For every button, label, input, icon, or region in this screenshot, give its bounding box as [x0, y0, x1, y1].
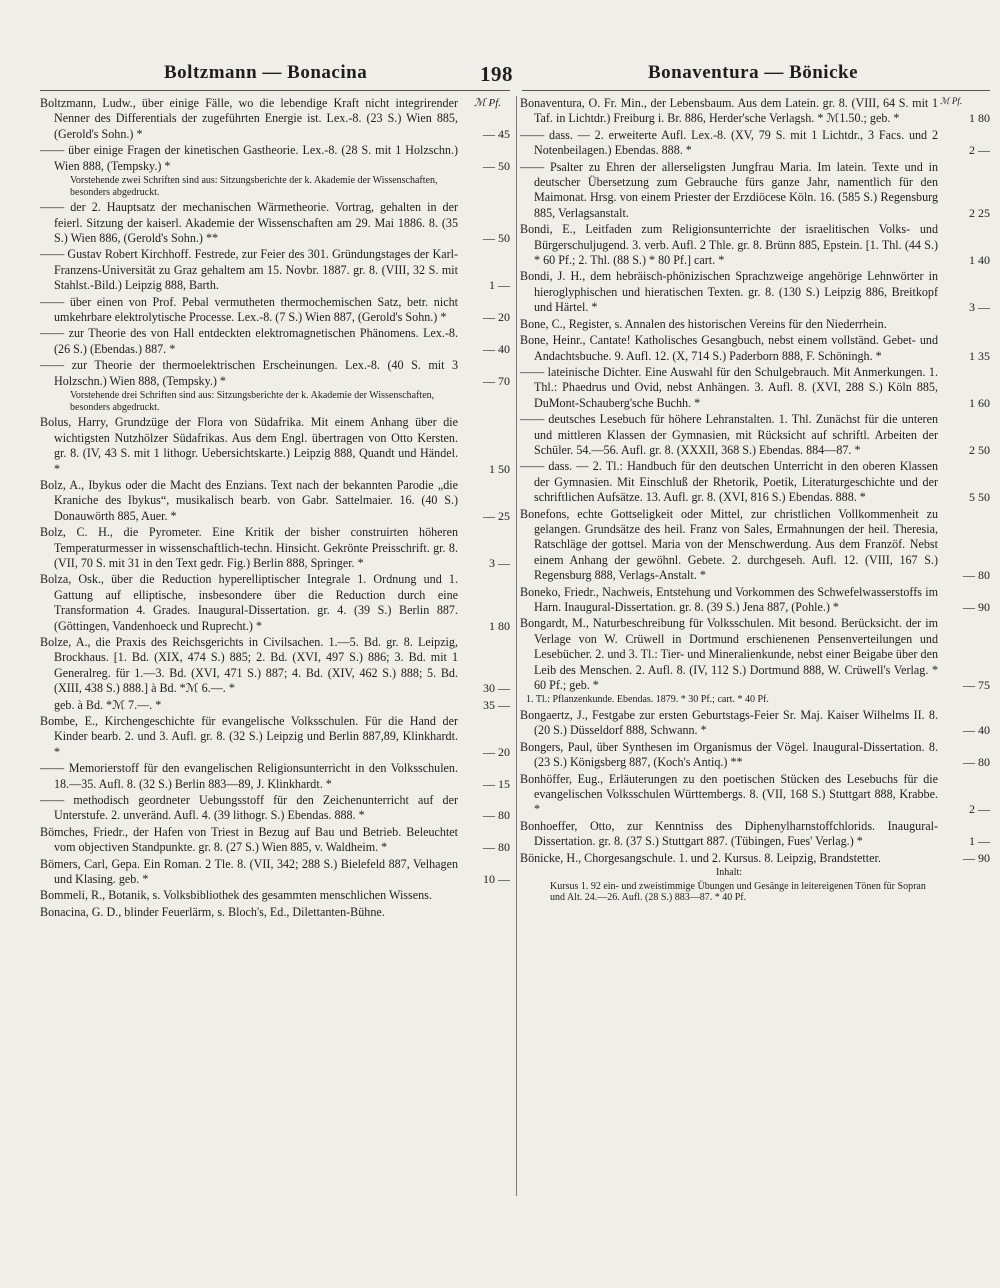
catalog-entry	[40, 857, 510, 888]
entry-text: Bongers, Paul, über Synthesen im Organismus der Vögel. Inaugural-Dissertation. 8. (23 S.) Königsberg 887, (Koch's Antiq.) **	[520, 739, 938, 770]
entry-price: — 75	[963, 678, 990, 693]
entry-text: Bondi, E., Leitfaden zum Religionsunterrichte der israelitischen Volks- und Bürgerschuljugend. 3. verb. Aufl. 2 Thle. gr. 8. Brünn 885, Epstein. [1. Thl. (44 S.) * 60 Pf.; 2. Thl. (88 S.) * 80 Pf.] cart. *	[520, 222, 938, 268]
entry-price: — 80	[483, 840, 510, 855]
entry-text: Bömers, Carl, Gepa. Ein Roman. 2 Tle. 8. (VII, 342; 288 S.) Bielefeld 887, Velhagen und Klasing. geb. *	[40, 856, 458, 887]
running-head-left: Boltzmann — Bonacina	[164, 62, 368, 83]
entry-price: 1 80	[969, 111, 990, 126]
entry-text: —— über einen von Prof. Pebal vermutheten thermochemischen Satz, betr. nicht umkehrbare elektrolytische Processe. Lex.-8. (7 S.) Wien 887, (Gerold's Sohn.) *	[40, 294, 458, 325]
entry-note: Inhalt:	[715, 867, 743, 879]
catalog-entry	[40, 326, 510, 357]
catalog-entry	[40, 143, 510, 174]
page-number: 198	[480, 62, 513, 86]
entry-price: — 90	[963, 850, 990, 865]
catalog-entry	[520, 851, 990, 866]
entry-text: —— Gustav Robert Kirchhoff. Festrede, zur Feier des 301. Gründungstages der Karl-Franzens-Universität zu Graz gehaltem am 15. Novbr. 1887. gr. 8. (VIII, 32 S. mit Stahlst.-Bild.) Leipzig 888, Barth.	[40, 247, 458, 293]
entry-text: Boneko, Friedr., Nachweis, Entstehung und Vorkommen des Schwefelwasserstoffs im Harn. Inaugural-Dissertation. gr. 8. (39 S.) Jena 887, (Pohle.) *	[520, 584, 938, 614]
entry-text: Bonacina, G. D., blinder Feuerlärm, s. Bloch's, Ed., Dilettanten-Bühne.	[40, 904, 385, 919]
entry-price: 1 40	[969, 253, 990, 268]
entry-text: Bolz, C. H., die Pyrometer. Eine Kritik der bisher construirten höheren Temperaturmesser in wissenschaftlich-techn. Hinsicht. Gekrönte Preisschrift. gr. 8. (VII, 70 S. mit 31 in den Text gedr. Fig.) Berlin 888, Springer. *	[40, 525, 458, 570]
running-head-right: Bonaventura — Bönicke	[648, 62, 859, 83]
entry-price: 1 50	[489, 461, 510, 476]
entry-note: 1. Tl.: Pflanzenkunde. Ebendas. 1879. * 30 Pf.; cart. * 40 Pf.	[526, 694, 769, 706]
entry-price: — 25	[483, 508, 510, 523]
catalog-entry	[40, 888, 510, 903]
catalog-entry	[520, 222, 990, 268]
entry-price: — 40	[483, 341, 510, 356]
entry-text: —— über einige Fragen der kinetischen Gastheorie. Lex.-8. (28 S. mit 1 Holzschn.) Wien 888, (Tempsky.) *	[40, 143, 458, 173]
entry-price: 1 —	[489, 278, 510, 293]
entry-text: —— Memorierstoff für den evangelischen Religionsunterricht in den Volksschulen. 18.—35. Aufl. 8. (32 S.) Berlin 883—89, J. Klinkhardt. *	[40, 761, 458, 791]
catalog-entry	[520, 160, 990, 222]
entry-note: Vorstehende drei Schriften sind aus: Sitzungsberichte der k. Akademie der Wissenschaften, besonders abgedruckt.	[70, 390, 435, 413]
entry-price: — 70	[483, 373, 510, 388]
entry-price: — 45	[483, 126, 510, 141]
catalog-entry	[520, 772, 990, 818]
entry-price: — 50	[483, 158, 510, 173]
entry-price: — 20	[483, 744, 510, 759]
catalog-entry	[40, 247, 510, 293]
entry-text: —— dass. — 2. erweiterte Aufl. Lex.-8. (XV, 79 S. mit 1 Lichtdr., 3 Facs. und 2 Notenbeilagen.) Ebendas. 888. *	[520, 127, 938, 158]
catalog-entry	[520, 740, 990, 771]
entry-price: 2 50	[969, 442, 990, 457]
entry-text: Bömches, Friedr., der Hafen von Triest in Bezug auf Bau und Betrieb. Beleuchtet vom objectiven Standpunkte. gr. 8. (27 S.) Wien 885, v. Waldheim. *	[40, 824, 458, 855]
catalog-entry	[40, 295, 510, 326]
catalog-entry	[40, 200, 510, 246]
entry-text: —— der 2. Hauptsatz der mechanischen Wärmetheorie. Vortrag, gehalten in der feierl. Sitzung der kaiserl. Akademie der Wissenschaften am 29. Mai 1886. 8. (35 S.) Wien 886, (Gerold's Sohn.) **	[40, 200, 458, 246]
entry-price: 3 —	[969, 300, 990, 315]
entry-price: — 15	[483, 776, 510, 791]
entry-price: — 50	[483, 231, 510, 246]
entry-text: —— zur Theorie des von Hall entdeckten elektromagnetischen Phänomens. Lex.-8. (26 S.) (Ebendas.) 887. *	[40, 326, 458, 356]
column-divider	[516, 96, 517, 1196]
entry-text: Bone, Heinr., Cantate! Katholisches Gesangbuch, nebst einem vollständ. Gebet- und Andachtsbuche. 9. Aufl. 12. (X, 714 S.) Paderborn 888, F. Schöningh. *	[520, 333, 938, 363]
entry-text: Bonhoeffer, Otto, zur Kenntniss des Diphenylharnstoffchlorids. Inaugural-Dissertation. gr. 8. (37 S.) Stuttgart 887. (Tübingen, Fues' Verlag.) *	[520, 818, 938, 849]
entry-text: —— deutsches Lesebuch für höhere Lehranstalten. 1. Thl. Zunächst für die unteren und mittleren Klassen der Gymnasien, mit Rücksicht auf schriftl. Arbeiten der Schüler. 54.—56. Aufl. gr. 8. (XXXII, 368 S.) Ebendas. 884—87. *	[520, 412, 938, 457]
catalog-entry	[40, 358, 510, 389]
catalog-entry	[40, 698, 510, 713]
entry-text: Bongaertz, J., Festgabe zur ersten Geburtstags-Feier Sr. Maj. Kaiser Wilhelms II. 8. (20 S.) Düsseldorf 888, Schwann. *	[520, 708, 938, 738]
catalog-entry	[520, 269, 990, 315]
left-column	[40, 96, 510, 921]
entry-price: — 80	[963, 568, 990, 583]
entry-text: —— Psalter zu Ehren der allerseligsten Jungfrau Maria. Im latein. Texte und in deutscher Übersetzung zum Gebrauche fürs ganze Jahr, namentlich für den Maimonat. Hrsg. von einem Priester der Erzdiöcese Köln. 16. (585 S.) Regensburg 885, Verlagsanstalt.	[520, 159, 938, 220]
catalog-entry	[40, 96, 510, 142]
catalog-entry	[520, 333, 990, 364]
entry-price: — 90	[963, 600, 990, 614]
entry-price: 2 —	[969, 143, 990, 158]
catalog-entry	[520, 708, 990, 739]
catalog-entry	[520, 616, 990, 693]
header-rule-right	[522, 90, 990, 91]
catalog-entry	[40, 635, 510, 697]
entry-text: Bolz, A., Ibykus oder die Macht des Enzians. Text nach der bekannten Parodie „die Kraniche des Ibykus“, musikalisch bearb. von Gabr. Sattelmaier. 16. (40 S.) Donauwörth 885, Auer. *	[40, 477, 458, 523]
price-unit-label-right: ℳ Pf.	[940, 96, 963, 106]
catalog-entry	[520, 317, 990, 332]
entry-text: Bonaventura, O. Fr. Min., der Lebensbaum. Aus dem Latein. gr. 8. (VIII, 64 S. mit 1 Taf. in Lichtdr.) Freiburg i. Br. 886, Herder'sche Verlagsh. * ℳ1.50.; geb. *	[520, 96, 938, 126]
price-unit-label-left: ℳ Pf.	[474, 97, 502, 109]
entry-text: Bonefons, echte Gottseligkeit oder Mittel, zur christlichen Vollkommenheit zu gelangen. Grundsätze des heil. Franz von Sales, Ermahnungen der heil. Theresia, Ratschläge der gottsel. Maria von der Menschwerdung. Aus dem Franzöf. Nebst einem Anhang der gewöhnl. Gebete. 2. durchgeseh. Aufl. 12. (VIII, 167 S.) Regensburg 888, Verlags-Anstalt. *	[520, 506, 938, 583]
entry-text: —— lateinische Dichter. Eine Auswahl für den Schulgebrauch. Mit Anmerkungen. 1. Thl.: Phaedrus und Ovid, nebst Anhängen. 3. Aufl. 8. (XVI, 288 S.) Köln 885, DuMont-Schauberg'sche Buchh. *	[520, 364, 938, 410]
catalog-entry	[40, 478, 510, 524]
entry-note: Kursus 1. 92 ein- und zweistimmige Übungen und Gesänge in leitereigenen Tönen für Sopran und Alt. 24.—26. Aufl. (28 S.) 883—87. * 40 Pf.	[550, 880, 926, 904]
catalog-entry	[40, 761, 510, 792]
entry-text: Bongardt, M., Naturbeschreibung für Volksschulen. Mit besond. Berücksicht. der im Verlage von W. Crüwell in Dortmund erschienenen Pensenverteilungen und Lesebücher. 2. und 3. Tl.: Tier- und Mineralienkunde, nebst einer Beigabe über den Leib des Menschen. 2. Aufl. 8. (IV, 112 S.) Dortmund 888, W. Crüwell's Verlag. * 60 Pf.; geb. *	[520, 616, 938, 693]
catalog-entry	[40, 793, 510, 824]
catalog-entry	[520, 128, 990, 159]
entry-price: 3 —	[489, 555, 510, 570]
entry-text: Bolza, Osk., über die Reduction hyperelliptischer Integrale 1. Ordnung und 1. Gattung auf elliptische, insbesondere über die Reduction durch eine Transformation 4. Grades. Inaugural-Dissertation. gr. 4. (39 S.) Berlin 887. (Göttingen, Vandenhoeck und Ruprecht.) *	[40, 572, 458, 633]
catalog-entry	[520, 507, 990, 584]
catalog-entry	[520, 819, 990, 850]
entry-text: Bonhöffer, Eug., Erläuterungen zu den poetischen Stücken des Lesebuchs für die evangelischen Volksschulen Württembergs. 8. (VII, 168 S.) Stuttgart 888, Krabbe. *	[520, 771, 938, 817]
entry-text: —— dass. — 2. Tl.: Handbuch für den deutschen Unterricht in den oberen Klassen der Gymnasien. Mit Einschluß der Rhetorik, Poetik, Literaturgeschichte und der schriftlichen Aufsätze. 13. Aufl. gr. 8. (XVI, 816 S.) Ebendas. 888. *	[520, 459, 938, 505]
catalog-entry	[520, 96, 990, 127]
catalog-entry	[40, 714, 510, 760]
entry-note: Vorstehende zwei Schriften sind aus: Sitzungsberichte der k. Akademie der Wissenschaften, besonders abgedruckt.	[70, 175, 438, 198]
entry-text: Bolus, Harry, Grundzüge der Flora von Südafrika. Mit einem Anhang über die wichtigsten Nutzhölzer Südafrikas. Aus dem Engl. übertragen von Otto Kersten. gr. 8. (IV, 43 S. mit 1 lithogr. Uebersichtskarte.) Leipzig 888, Quandt und Händel. *	[40, 415, 458, 476]
entry-text: Bolze, A., die Praxis des Reichsgerichts in Civilsachen. 1.—5. Bd. gr. 8. Leipzig, Brockhaus. [1. Bd. (XIX, 474 S.) 885; 2. Bd. (XVI, 497 S.) 886; 3. Bd. mit 1 Generalreg. für 1.—3. Bd. (XVI, 471 S.) 887; 4. Bd. (XIV, 462 S.) 888; 5. Bd. (XIII, 438 S.) 888.] à Bd. *ℳ 6.—. *	[40, 634, 458, 696]
entry-price: 1 80	[489, 618, 510, 633]
catalog-entry	[40, 572, 510, 634]
entry-price: — 80	[963, 755, 990, 770]
entry-text: Boltzmann, Ludw., über einige Fälle, wo die lebendige Kraft nicht integrirender Nenner des Differentials der zugeführten Energie ist. Lex.-8. (23 S.) Wien 885, (Gerold's Sohn.) *	[40, 96, 458, 141]
entry-price: 5 50	[969, 490, 990, 505]
entry-price: 2 —	[969, 802, 990, 817]
entry-text: —— zur Theorie der thermoelektrischen Erscheinungen. Lex.-8. (40 S. mit 3 Holzschn.) Wien 888, (Tempsky.) *	[40, 358, 458, 388]
entry-price: — 80	[483, 808, 510, 823]
entry-price: 30 —	[483, 681, 510, 696]
catalog-entry	[520, 412, 990, 458]
entry-text: Bombe, E., Kirchengeschichte für evangelische Volksschulen. Für die Hand der Kinder bearb. 2. und 3. Aufl. gr. 8. (32 S.) Leipzig und Berlin 887,89, Klinkhardt. *	[40, 714, 458, 759]
entry-text: Bone, C., Register, s. Annalen des historischen Vereins für den Niederrhein.	[520, 316, 887, 331]
catalog-entry	[40, 825, 510, 856]
entry-text: —— methodisch geordneter Uebungsstoff für den Zeichenunterricht auf der Unterstufe. 2. unveränd. Aufl. 4. (39 lithogr. S.) Ebendas. 888. *	[40, 793, 458, 823]
right-column	[520, 96, 990, 906]
entry-price: — 20	[483, 310, 510, 325]
entry-text: geb. à Bd. *ℳ 7.—. *	[54, 697, 162, 712]
entry-price: 1 60	[969, 395, 990, 410]
catalog-entry	[40, 905, 510, 920]
catalog-entry	[520, 459, 990, 505]
entry-price: 10 —	[483, 872, 510, 887]
catalog-entry	[520, 365, 990, 411]
entry-price: — 40	[963, 723, 990, 738]
catalog-entry	[40, 525, 510, 571]
entry-price: 1 35	[969, 348, 990, 363]
entry-price: 35 —	[483, 697, 510, 712]
entry-text: Bommeli, R., Botanik, s. Volksbibliothek des gesammten menschlichen Wissens.	[40, 888, 432, 903]
header-rule-left	[40, 90, 510, 91]
catalog-entry	[40, 415, 510, 477]
entry-text: Bondi, J. H., dem hebräisch-phönizischen Sprachzweige angehörige Lehnwörter in hieroglyphischen und hieratischen Texten. gr. 8. (130 S.) Leipzig 886, Breitkopf und Härtel. *	[520, 269, 938, 315]
entry-price: 1 —	[969, 834, 990, 849]
entry-text: Bönicke, H., Chorgesangschule. 1. und 2. Kursus. 8. Leipzig, Brandstetter.	[520, 850, 881, 865]
entry-price: 2 25	[969, 205, 990, 220]
catalog-entry	[520, 585, 990, 616]
